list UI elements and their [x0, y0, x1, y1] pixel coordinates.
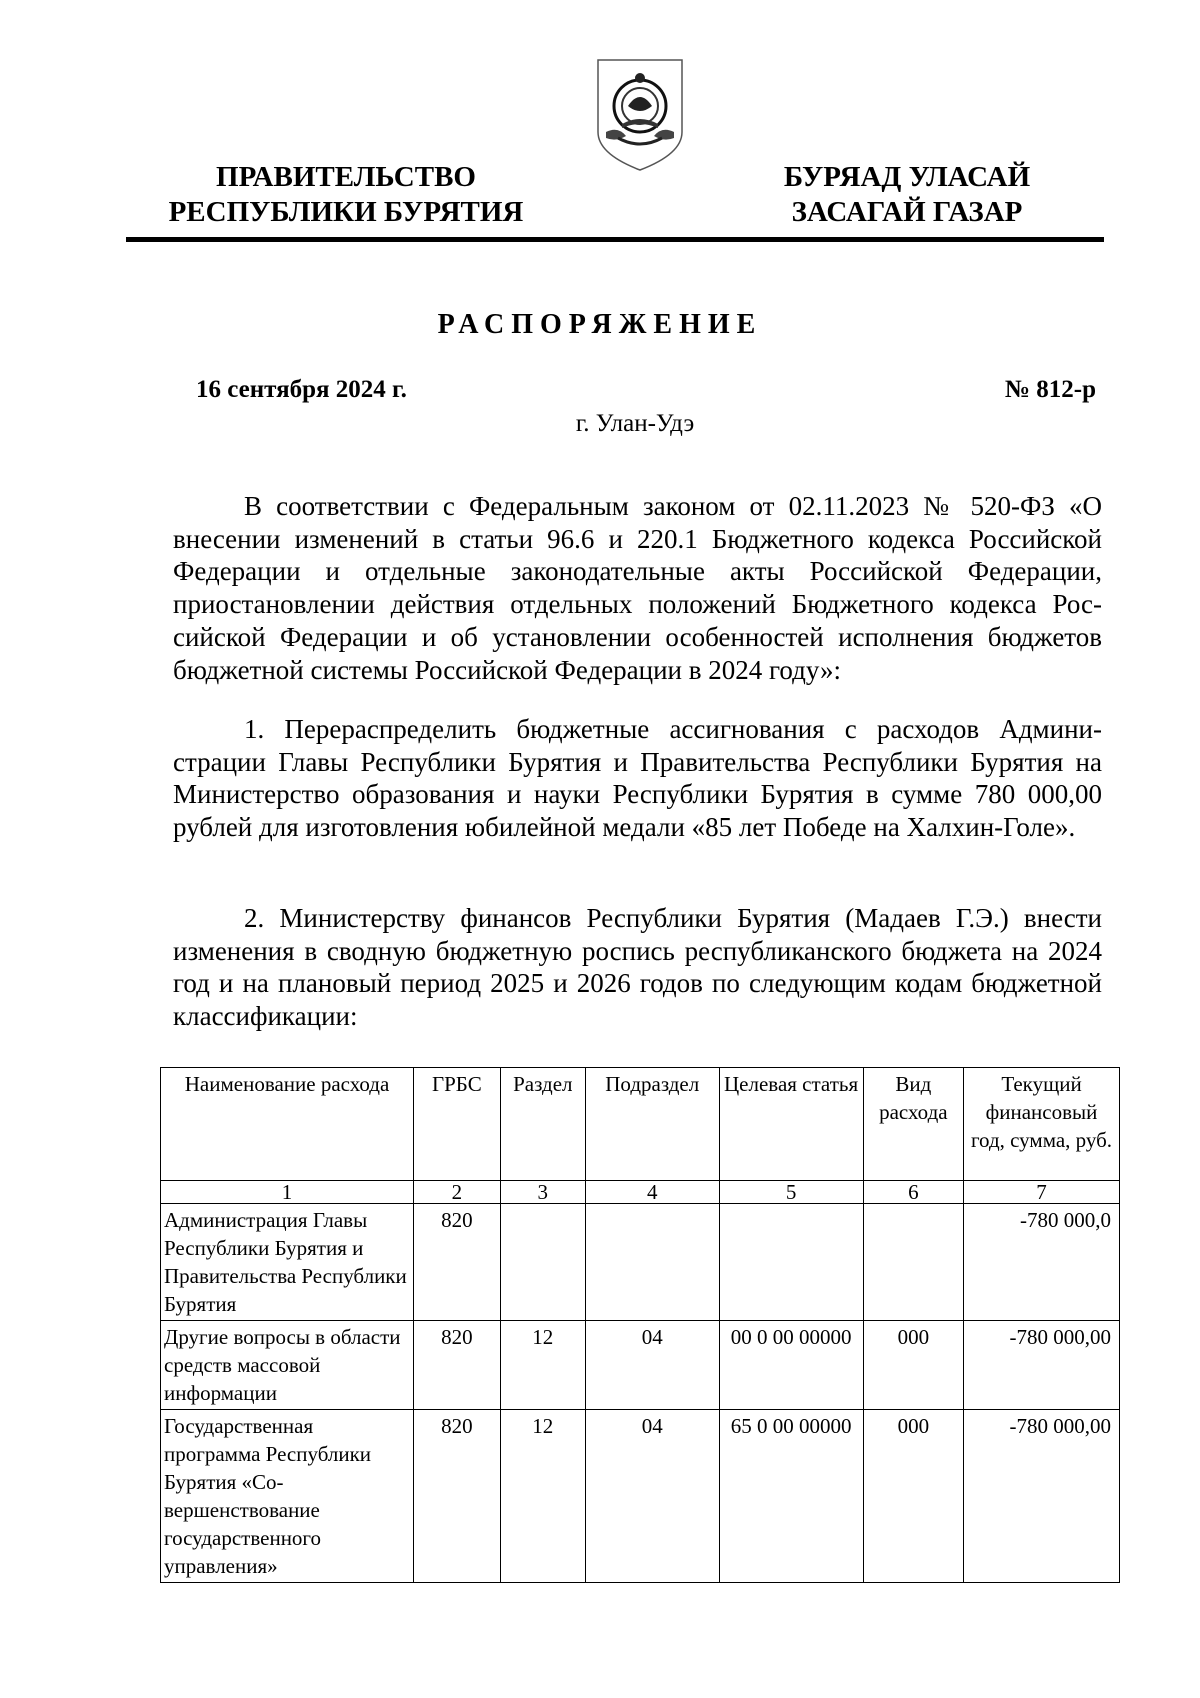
table-cell-grbs: 820 [414, 1321, 501, 1410]
table-header-cell: Раздел [500, 1068, 585, 1181]
table-cell-target-article [719, 1204, 863, 1321]
table-cell-name: Администрация Главы Республики Бурятия и Правительства Республики Бурятия [161, 1204, 414, 1321]
table-cell-subsection: 04 [586, 1410, 719, 1583]
header-left-line-1: ПРАВИТЕЛЬСТВО [216, 161, 476, 193]
table-row [161, 1321, 1120, 1410]
header-divider [126, 237, 1104, 242]
table-cell-section: 12 [500, 1410, 585, 1583]
document-city: г. Улан-Удэ [575, 410, 695, 437]
table-column-number: 1 [161, 1181, 414, 1204]
table-header-row [161, 1068, 1120, 1181]
table-column-number: 5 [719, 1181, 863, 1204]
table-cell-section [500, 1204, 585, 1321]
budget-classification-table [160, 1067, 1120, 1583]
header-right-line-2: ЗАСАГАЙ ГАЗАР [791, 196, 1023, 228]
table-column-number-row [161, 1181, 1120, 1204]
table-cell-expense-type: 000 [863, 1321, 963, 1410]
table-header-cell: ГРБС [414, 1068, 501, 1181]
table-column-number: 7 [964, 1181, 1120, 1204]
government-name-russian [166, 160, 526, 230]
table-cell-name: Государственная программа Республики Бурятия «Совершенствование государственного управления» [161, 1410, 414, 1583]
table-cell-amount: -780 000,0 [964, 1204, 1120, 1321]
table-cell-amount: -780 000,00 [964, 1410, 1120, 1583]
table-header-cell: Вид расхода [863, 1068, 963, 1181]
table-column-number: 2 [414, 1181, 501, 1204]
table-cell-section: 12 [500, 1321, 585, 1410]
table-cell-grbs: 820 [414, 1410, 501, 1583]
table-cell-expense-type: 000 [863, 1410, 963, 1583]
header-right-line-1: БУРЯАД УЛАСАЙ [783, 161, 1031, 193]
table-cell-target-article: 65 0 00 00000 [719, 1410, 863, 1583]
table-column-number: 6 [863, 1181, 963, 1204]
table-cell-grbs: 820 [414, 1204, 501, 1321]
table-cell-subsection: 04 [586, 1321, 719, 1410]
document-number: № 812-р [1004, 376, 1096, 403]
header-left-line-2: РЕСПУБЛИКИ БУРЯТИЯ [168, 196, 524, 228]
document-title: РАСПОРЯЖЕНИЕ [437, 309, 763, 340]
table-header-cell: Целевая статья [719, 1068, 863, 1181]
table-cell-target-article: 00 0 00 00000 [719, 1321, 863, 1410]
table-cell-subsection [586, 1204, 719, 1321]
table-cell-amount: -780 000,00 [964, 1321, 1120, 1410]
government-name-buryat [752, 160, 1062, 230]
coat-of-arms-icon [592, 54, 688, 174]
clause-1-paragraph: 1. Перераспределить бюджетные ассигнования с расходов Администрации Главы Республики Бурятия и Правительства Республики Бурятия на Министерство образования и науки Республики Бурятия в сумме 780 000,00 рублей для изготовления юбилейной медали «85 лет Победе на Халхин-Голе». [173, 714, 1102, 843]
table-cell-name: Другие вопросы в области средств массовой информации [161, 1321, 414, 1410]
table-column-number: 4 [586, 1181, 719, 1204]
table-cell-expense-type [863, 1204, 963, 1321]
table-row [161, 1204, 1120, 1321]
table-header-cell: Наименование расхода [161, 1068, 414, 1181]
document-date: 16 сентября 2024 г. [196, 376, 407, 403]
table-header-cell: Текущий финансовый год, сумма, руб. [964, 1068, 1120, 1181]
table-row [161, 1410, 1120, 1583]
table-header-cell: Подраздел [586, 1068, 719, 1181]
clause-2-paragraph: 2. Министерству финансов Республики Бурятия (Мадаев Г.Э.) внести изменения в сводную бюджетную роспись республиканского бюджета на 2024 год и на плановый период 2025 и 2026 годов по следующим кодам бюджетной классификации: [173, 903, 1102, 1032]
preamble-paragraph: В соответствии с Федеральным законом от 02.11.2023 № 520-ФЗ «О внесении изменений в статьи 96.6 и 220.1 Бюджетного кодекса Российской Федерации и отдельные законодательные акты Российской Федерации, приостановлении действия отдельных положений Бюджетного кодекса Российской Федерации и об установлении особенностей исполнения бюджетов бюджетной системы Российской Федерации в 2024 году»: [173, 491, 1102, 685]
table-column-number: 3 [500, 1181, 585, 1204]
